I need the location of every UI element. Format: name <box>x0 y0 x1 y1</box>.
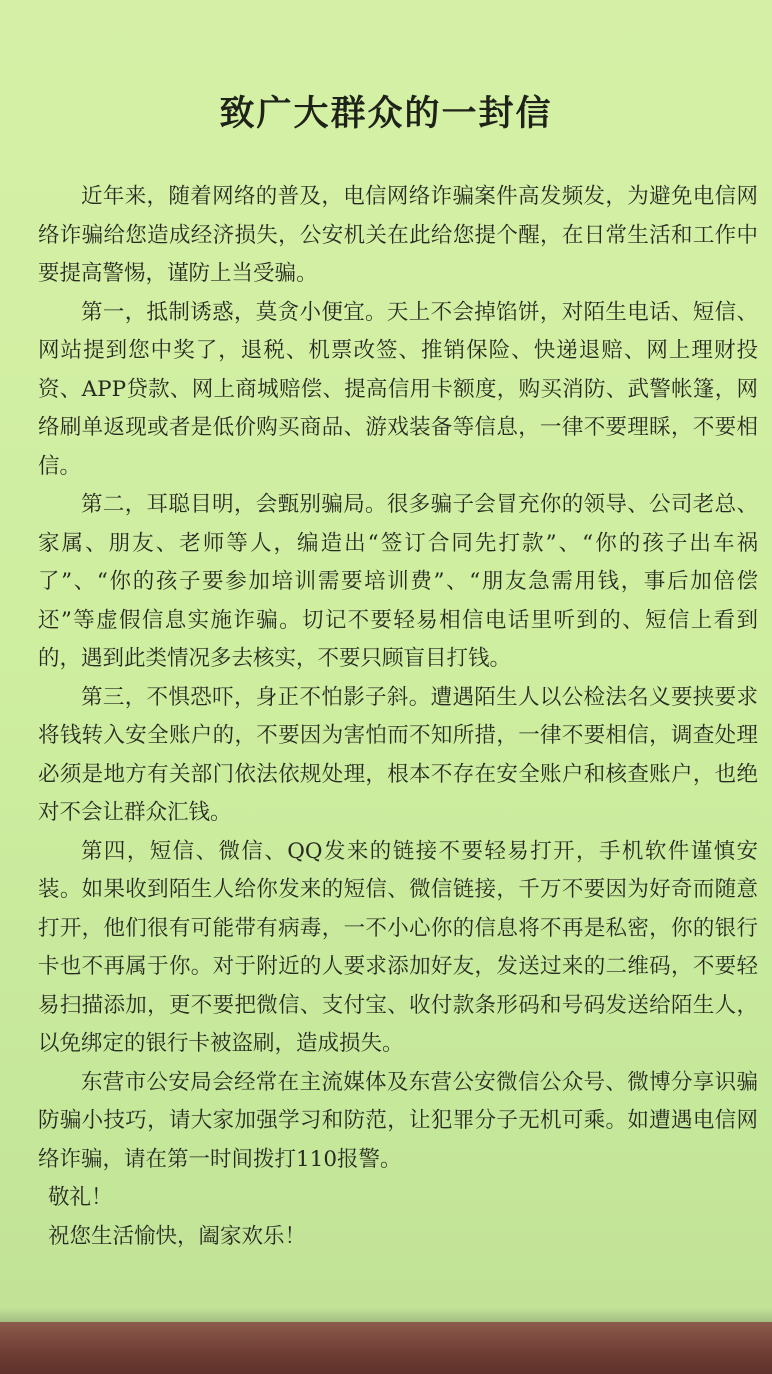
closing-salute: 敬礼！ <box>48 1185 113 1210</box>
letter-body <box>38 178 758 1256</box>
paragraph-fourth: 第四，短信、微信、QQ发来的链接不要轻易打开，手机软件谨慎安装。如果收到陌生人给你发来的短信、微信链接，千万不要因为好奇而随意打开，他们很有可能带有病毒，一不小心你的信息将不再是私密，你的银行卡也不再属于你。对于附近的人要求添加好友，发送过来的二维码，不要轻易扫描添加，更不要把微信、支付宝、收付款条形码和号码发送给陌生人，以免绑定的银行卡被盗刷，造成损失。 <box>38 838 758 1056</box>
table-surface <box>0 1322 772 1374</box>
letter-title: 致广大群众的一封信 <box>219 94 553 134</box>
paragraph-second: 第二，耳聪目明，会甄别骗局。很多骗子会冒充你的领导、公司老总、家属、朋友、老师等人，编造出“签订合同先打款”、“你的孩子出车祸了”、“你的孩子要参加培训需要培训费”、“朋友急需用钱，事后加倍偿还”等虚假信息实施诈骗。切记不要轻易相信电话里听到的、短信上看到的，遇到此类情况多去核实，不要只顾盲目打钱。 <box>38 492 758 671</box>
paragraph-first: 第一，抵制诱惑，莫贪小便宜。天上不会掉馅饼，对陌生电话、短信、网站提到您中奖了，退税、机票改签、推销保险、快递退赔、网上理财投资、APP贷款、网上商城赔偿、提高信用卡额度，购买消防、武警帐篷，网络刷单返现或者是低价购买商品、游戏装备等信息，一律不要理睬，不要相信。 <box>38 299 758 479</box>
closing-wish: 祝您生活愉快，阖家欢乐！ <box>48 1223 307 1249</box>
paragraph-third: 第三，不惧恐吓，身正不怕影子斜。遭遇陌生人以公检法名义要挟要求将钱转入安全账户的，不要因为害怕而不知所措，一律不要相信，调查处理必须是地方有关部门依法依规处理，根本不存在安全账户和核查账户，也绝对不会让群众汇钱。 <box>38 684 758 825</box>
paragraph-intro: 近年来，随着网络的普及，电信网络诈骗案件高发频发，为避免电信网络诈骗给您造成经济损失，公安机关在此给您提个醒，在日常生活和工作中要提高警惕，谨防上当受骗。 <box>38 184 758 286</box>
paper-edge-shadow <box>0 1308 772 1322</box>
paragraph-police-notice: 东营市公安局会经常在主流媒体及东营公安微信公众号、微博分享识骗防骗小技巧，请大家加强学习和防范，让犯罪分子无机可乘。如遭遇电信网络诈骗，请在第一时间拨打110报警。 <box>38 1069 758 1172</box>
